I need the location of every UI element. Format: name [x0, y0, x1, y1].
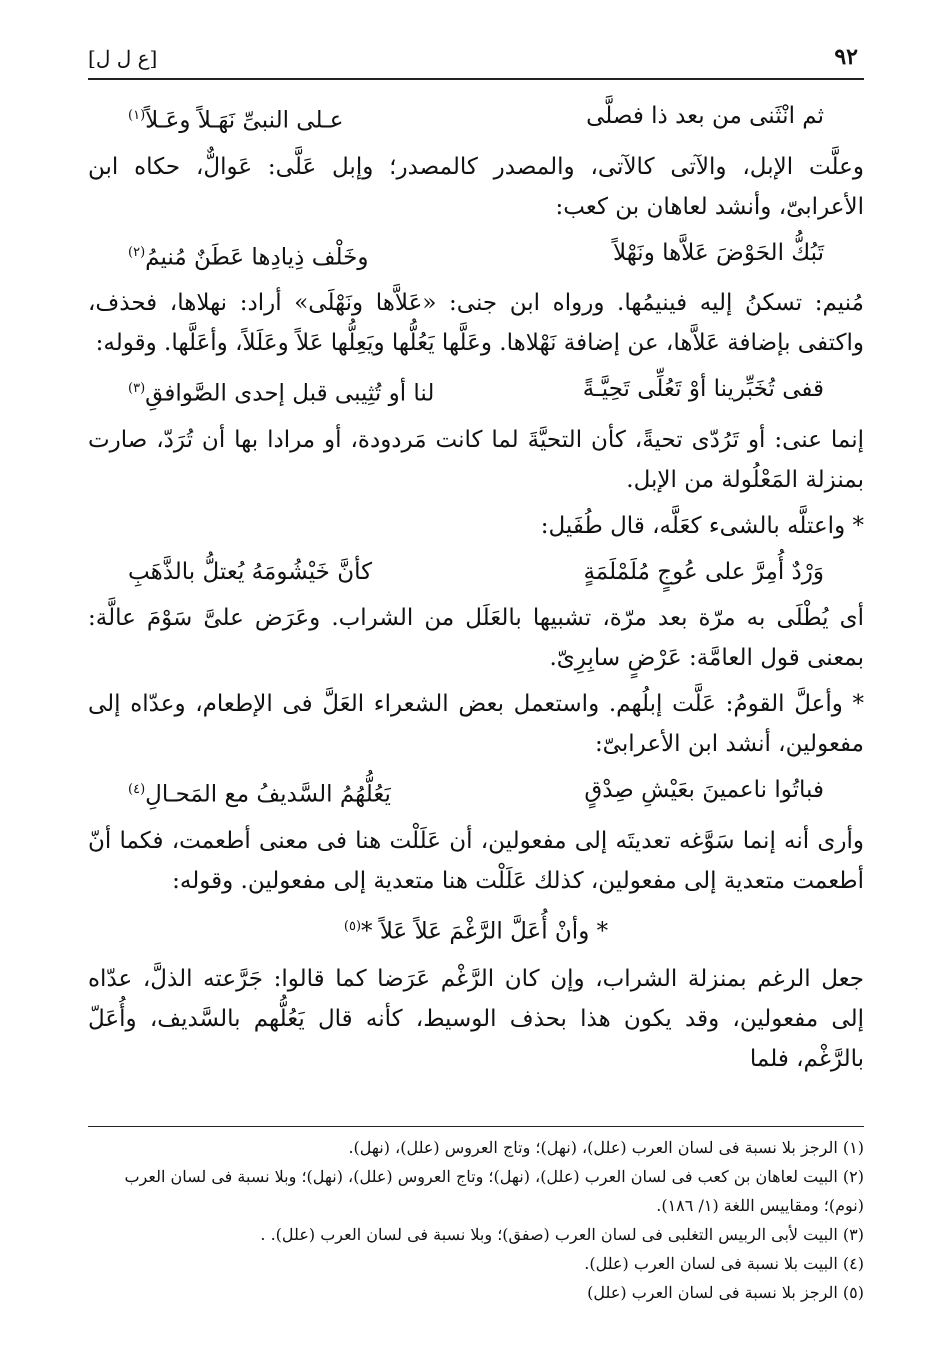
verse-first-hemistich: تَبُكُّ الحَوْضَ عَلاَّها ونَهْلاً — [612, 239, 824, 266]
rajaz-line: * وأنْ أُعَلَّ الرَّغْمَ عَلاً عَلاً *$^{(٥)}$ — [343, 918, 609, 945]
footnote-ref: (٢) — [128, 244, 146, 260]
paragraph: * وأعلَّ القومُ: عَلَّت إبلُهم. واستعمل بعض الشعراء العَلَّ فى الإطعام، وعدّاه إلى مفعولين، أنشد ابن الأعرابىّ: — [88, 690, 864, 757]
running-head: [ع ل ل] — [88, 46, 158, 70]
verse-line — [128, 96, 824, 141]
paragraph: مُنيم: تسكنُ إليه فينيمُها. ورواه ابن جنى: «عَلاَّها ونَهْلَى» أراد: نهلاها، فحذف، واكتفى بإضافة عَلاَّها، عن إضافة نَهْلاها. وعَلَّها يَعُلُّها ويَعِلُّها عَلاً وعَلَلاً، وأعَلَّها. وقوله: — [88, 290, 864, 357]
footnote: (٥) الرجز بلا نسبة فى لسان العرب (علل) — [587, 1283, 864, 1302]
verse-second-hemistich: لنا أو تُثِيبى قبل إحدى الصَّوافقِ$^{(٣)}$ — [128, 380, 435, 407]
paragraph: أى يُطْلَى به مرّة بعد مرّة، تشبيها بالعَلَل من الشراب. وعَرَض علىَّ سَوْمَ عالَّة: بمعنى قول العامَّة: عَرْضٍ سابِرِىّ. — [88, 604, 864, 671]
paragraph: وأرى أنه إنما سَوَّغه تعديتَه إلى مفعولين، أن عَلَلْت هنا فى معنى أطعمت، فكما أنّ أطعمت متعدية إلى مفعولين، كذلك عَلَلْت هنا متعدية إلى مفعولين. وقوله: — [88, 827, 864, 894]
footnote: (٤) البيت بلا نسبة فى لسان العرب (علل). — [584, 1254, 864, 1273]
footnote: (١) الرجز بلا نسبة فى لسان العرب (علل)، (نهل)؛ وتاج العروس (علل)، (نهل). — [348, 1138, 864, 1157]
verse-line — [128, 233, 824, 278]
verse-first-hemistich: فباتُوا ناعمينَ بعَيْشِ صِدْقٍ — [584, 776, 824, 803]
verse-line — [128, 552, 824, 592]
verse-second-hemistich: يَعُلُّهُمُ السَّديفُ مع المَحـالِ$^{(٤)}$ — [128, 781, 391, 808]
verse-line — [128, 369, 824, 414]
paragraph: جعل الرغم بمنزلة الشراب، وإن كان الرَّغْم عَرَضا كما قالوا: جَرَّعته الذلَّ، عدّاه إلى مفعولين، وقد يكون هذا بحذف الوسيط، كأنه قال يَعُلُّهم بالسَّديف، وأُعَلّ بالرَّغْم، فلما — [88, 966, 864, 1073]
footnote-ref: (١) — [128, 108, 146, 123]
verse-second-hemistich: وخَلْف ذِيادِها عَطَنٌ مُنيمُ$^{(٢)}$ — [128, 244, 369, 271]
paragraph: * واعتلَّه بالشىء كعَلَّه، قال طُفَيل: — [540, 512, 864, 539]
footnote-ref: (٥) — [343, 918, 362, 934]
verse-second-hemistich: عـلى النبىِّ نَهَـلاً وعَـلاً$^{(١)}$ — [128, 107, 344, 134]
verse-first-hemistich: ثم انْثَنى من بعد ذا فصلَّى — [586, 103, 824, 129]
paragraph: وعلَّت الإبل، والآتى كالآتى، والمصدر كالمصدر؛ وإبل عَلَّى: عَوالٌّ، حكاه ابن الأعرابىّ، وأنشد لعاهان بن كعب: — [88, 153, 864, 220]
book-page — [88, 0, 864, 1368]
paragraph: إنما عنى: أو تَرُدّى تحيةً، كأن التحيَّةَ لما كانت مَردودة، أو مرادا بها أن تُرَدّ، صارت بمنزلة المَعْلُولة من الإبل. — [88, 426, 864, 493]
verse-first-hemistich: وَرْدٌ أُمِرَّ على عُوجٍ مُلَمْلَمَةٍ — [583, 558, 824, 585]
page-header — [88, 40, 864, 80]
footnotes — [88, 1126, 864, 1307]
footnote: (٢) البيت لعاهان بن كعب فى لسان العرب (علل)، (نهل)؛ وتاج العروس (علل)، (نهل)؛ وبلا نسبة فى لسان العرب (نوم)؛ ومقاييس اللغة (١/ ١٨٦). — [124, 1167, 864, 1215]
footnote-ref: (٤) — [128, 781, 146, 797]
page-number: ٩٢ — [834, 44, 858, 70]
verse-second-hemistich: كأنَّ خَيْشُومَهُ يُعتلُّ بالذَّهَبِ — [128, 558, 373, 585]
verse-first-hemistich: قفى تُخَبِّرينا أوْ تَعُلِّى تَحِيَّـةً — [582, 376, 824, 403]
main-text — [88, 92, 864, 1085]
footnote-ref: (٣) — [128, 381, 146, 397]
verse-line — [128, 770, 824, 815]
footnote: (٣) البيت لأبى الربيس التغلبى فى لسان العرب (صفق)؛ وبلا نسبة فى لسان العرب (علل). . — [260, 1225, 864, 1244]
